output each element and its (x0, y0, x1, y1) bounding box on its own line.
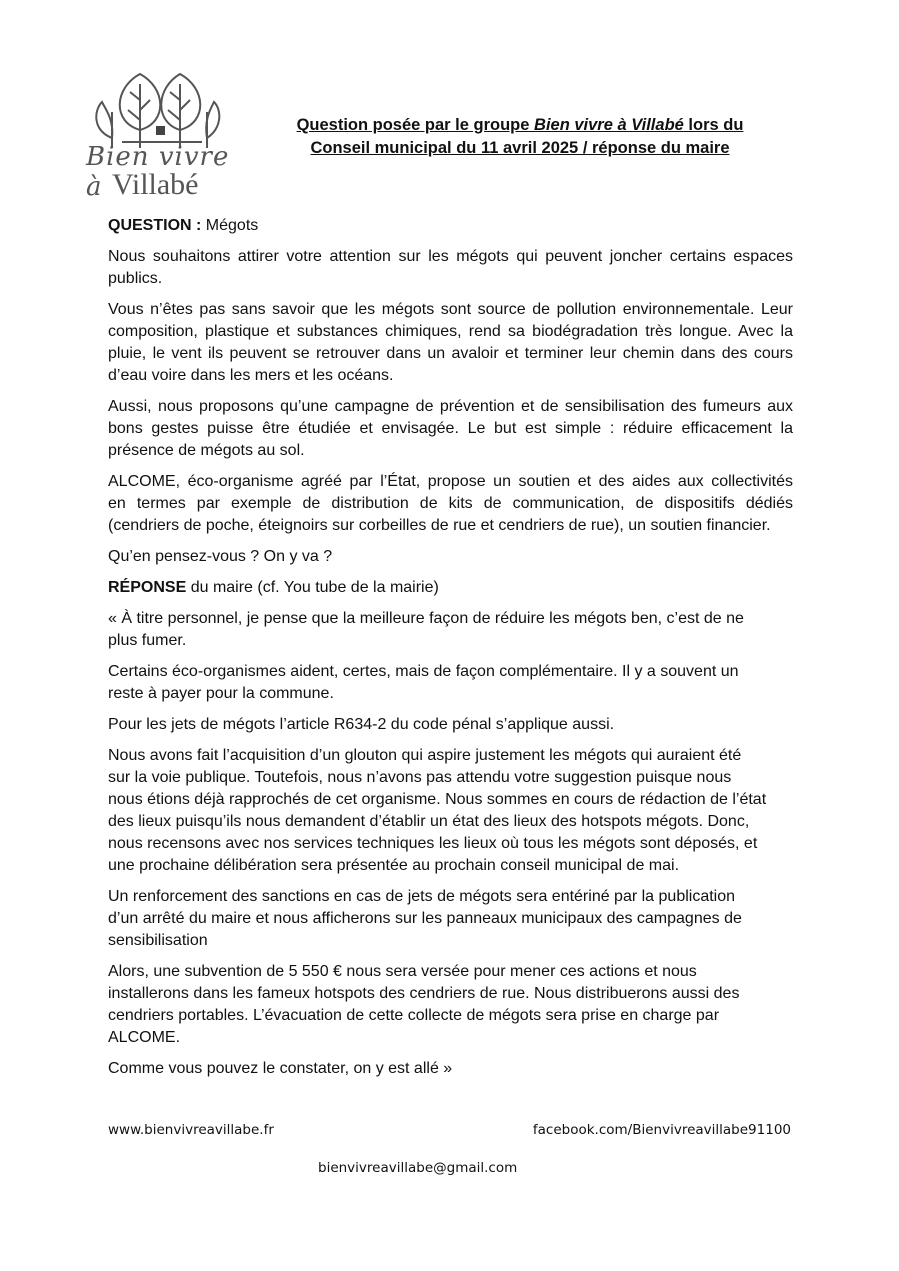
paragraph (108, 745, 793, 877)
text-line: cendriers portables. L’évacuation de cette collecte de mégots sera prise en charge par (108, 1007, 720, 1024)
text-line: d’eau voire dans les mers et les océans. (108, 367, 394, 384)
title-group-name: Bien vivre à Villabé (534, 116, 684, 134)
text-line: ALCOME, éco-organisme agréé par l’État, propose un soutien et des aides aux collectivités (108, 473, 793, 490)
title-part: lors du (683, 116, 744, 134)
answer-source: du maire (cf. You tube de la mairie) (186, 579, 439, 596)
text-line: nous étions déjà rapprochés de cet organisme. Nous sommes en cours de rédaction de l’état (108, 791, 767, 808)
text-line: plus fumer. (108, 632, 187, 649)
text-line: Alors, une subvention de 5 550 € nous sera versée pour mener ces actions et nous (108, 963, 697, 980)
logo-script-text: Bien vivre à (86, 142, 230, 202)
question-heading (108, 215, 793, 237)
document-body (108, 215, 793, 1089)
text-line: installerons dans les fameux hotspots des cendriers de rue. Nous distribuerons aussi des (108, 985, 740, 1002)
paragraph (108, 608, 793, 652)
paragraph (108, 714, 793, 736)
answer-heading (108, 577, 793, 599)
logo (82, 70, 242, 200)
paragraph (108, 246, 793, 290)
text-line: « À titre personnel, je pense que la meilleure façon de réduire les mégots ben, c’est de ne (108, 610, 744, 627)
logo-villabe-text: Villabé (112, 168, 199, 201)
answer-label: RÉPONSE (108, 579, 187, 596)
paragraph (108, 471, 793, 537)
text-line: sur la voie publique. Toutefois, nous n’avons pas attendu votre suggestion puisque nous (108, 769, 732, 786)
text-line: des lieux puisqu’ils nous demandent d’établir un état des lieux des hotspots mégots. Donc, (108, 813, 750, 830)
text-line: reste à payer pour la commune. (108, 685, 334, 702)
text-line: Qu’en pensez-vous ? On y va ? (108, 548, 333, 565)
question-label: QUESTION : (108, 217, 202, 234)
text-line: Certains éco-organismes aident, certes, mais de façon complémentaire. Il y a souvent un (108, 663, 739, 680)
paragraph (108, 661, 793, 705)
page-title (250, 114, 790, 160)
text-line: Un renforcement des sanctions en cas de jets de mégots sera entériné par la publication (108, 888, 736, 905)
title-line2: Conseil municipal du 11 avril 2025 / réponse du maire (310, 139, 730, 157)
text-line: Pour les jets de mégots l’article R634-2 du code pénal s’applique aussi. (108, 716, 615, 733)
text-line: Vous n’êtes pas sans savoir que les mégots sont source de pollution environnementale. Leur (108, 301, 793, 318)
title-part: Question posée par le groupe (296, 116, 535, 134)
footer-email[interactable]: bienvivreavillabe@gmail.com (318, 1160, 518, 1176)
text-line: nous recensons avec nos services techniques les lieux où tous les mégots sont déposés, et (108, 835, 758, 852)
text-line: Nous souhaitons attirer votre attention sur les mégots qui peuvent joncher certains espaces (108, 248, 793, 265)
text-line: Nous avons fait l’acquisition d’un glouton qui aspire justement les mégots qui auraient été (108, 747, 742, 764)
text-line: Comme vous pouvez le constater, on y est allé » (108, 1060, 453, 1077)
paragraph (108, 1058, 793, 1080)
paragraph (108, 886, 793, 952)
trees-house-icon (82, 70, 242, 150)
text-line: en termes par exemple de distribution de kits de communication, de dispositifs dédiés (108, 495, 793, 512)
text-line: ALCOME. (108, 1029, 181, 1046)
text-line: pluie, le vent ils peuvent se retrouver dans un avaloir et terminer leur chemin dans des cours (108, 345, 793, 362)
text-line: présence de mégots au sol. (108, 442, 305, 459)
text-line: composition, plastique et substances chimiques, rend sa biodégradation très longue. Avec la (108, 323, 793, 340)
text-line: sensibilisation (108, 932, 208, 949)
text-line: bons gestes puisse être étudiée et envisagée. Le but est simple : réduire efficacement la (108, 420, 793, 437)
text-line: (cendriers de poche, éteignoirs sur corbeilles de rue et cendriers de rue), un soutien financier. (108, 517, 771, 534)
text-line: publics. (108, 270, 163, 287)
paragraph (108, 299, 793, 387)
paragraph (108, 961, 793, 1049)
text-line: une prochaine délibération sera présentée au prochain conseil municipal de mai. (108, 857, 680, 874)
footer-website[interactable]: www.bienvivreavillabe.fr (108, 1122, 274, 1138)
text-line: Aussi, nous proposons qu’une campagne de prévention et de sensibilisation des fumeurs aux (108, 398, 793, 415)
footer-facebook[interactable]: facebook.com/Bienvivreavillabe91100 (532, 1122, 791, 1138)
paragraph (108, 396, 793, 462)
text-line: d’un arrêté du maire et nous afficherons sur les panneaux municipaux des campagnes de (108, 910, 742, 927)
paragraph (108, 546, 793, 568)
question-subject: Mégots (201, 217, 259, 234)
